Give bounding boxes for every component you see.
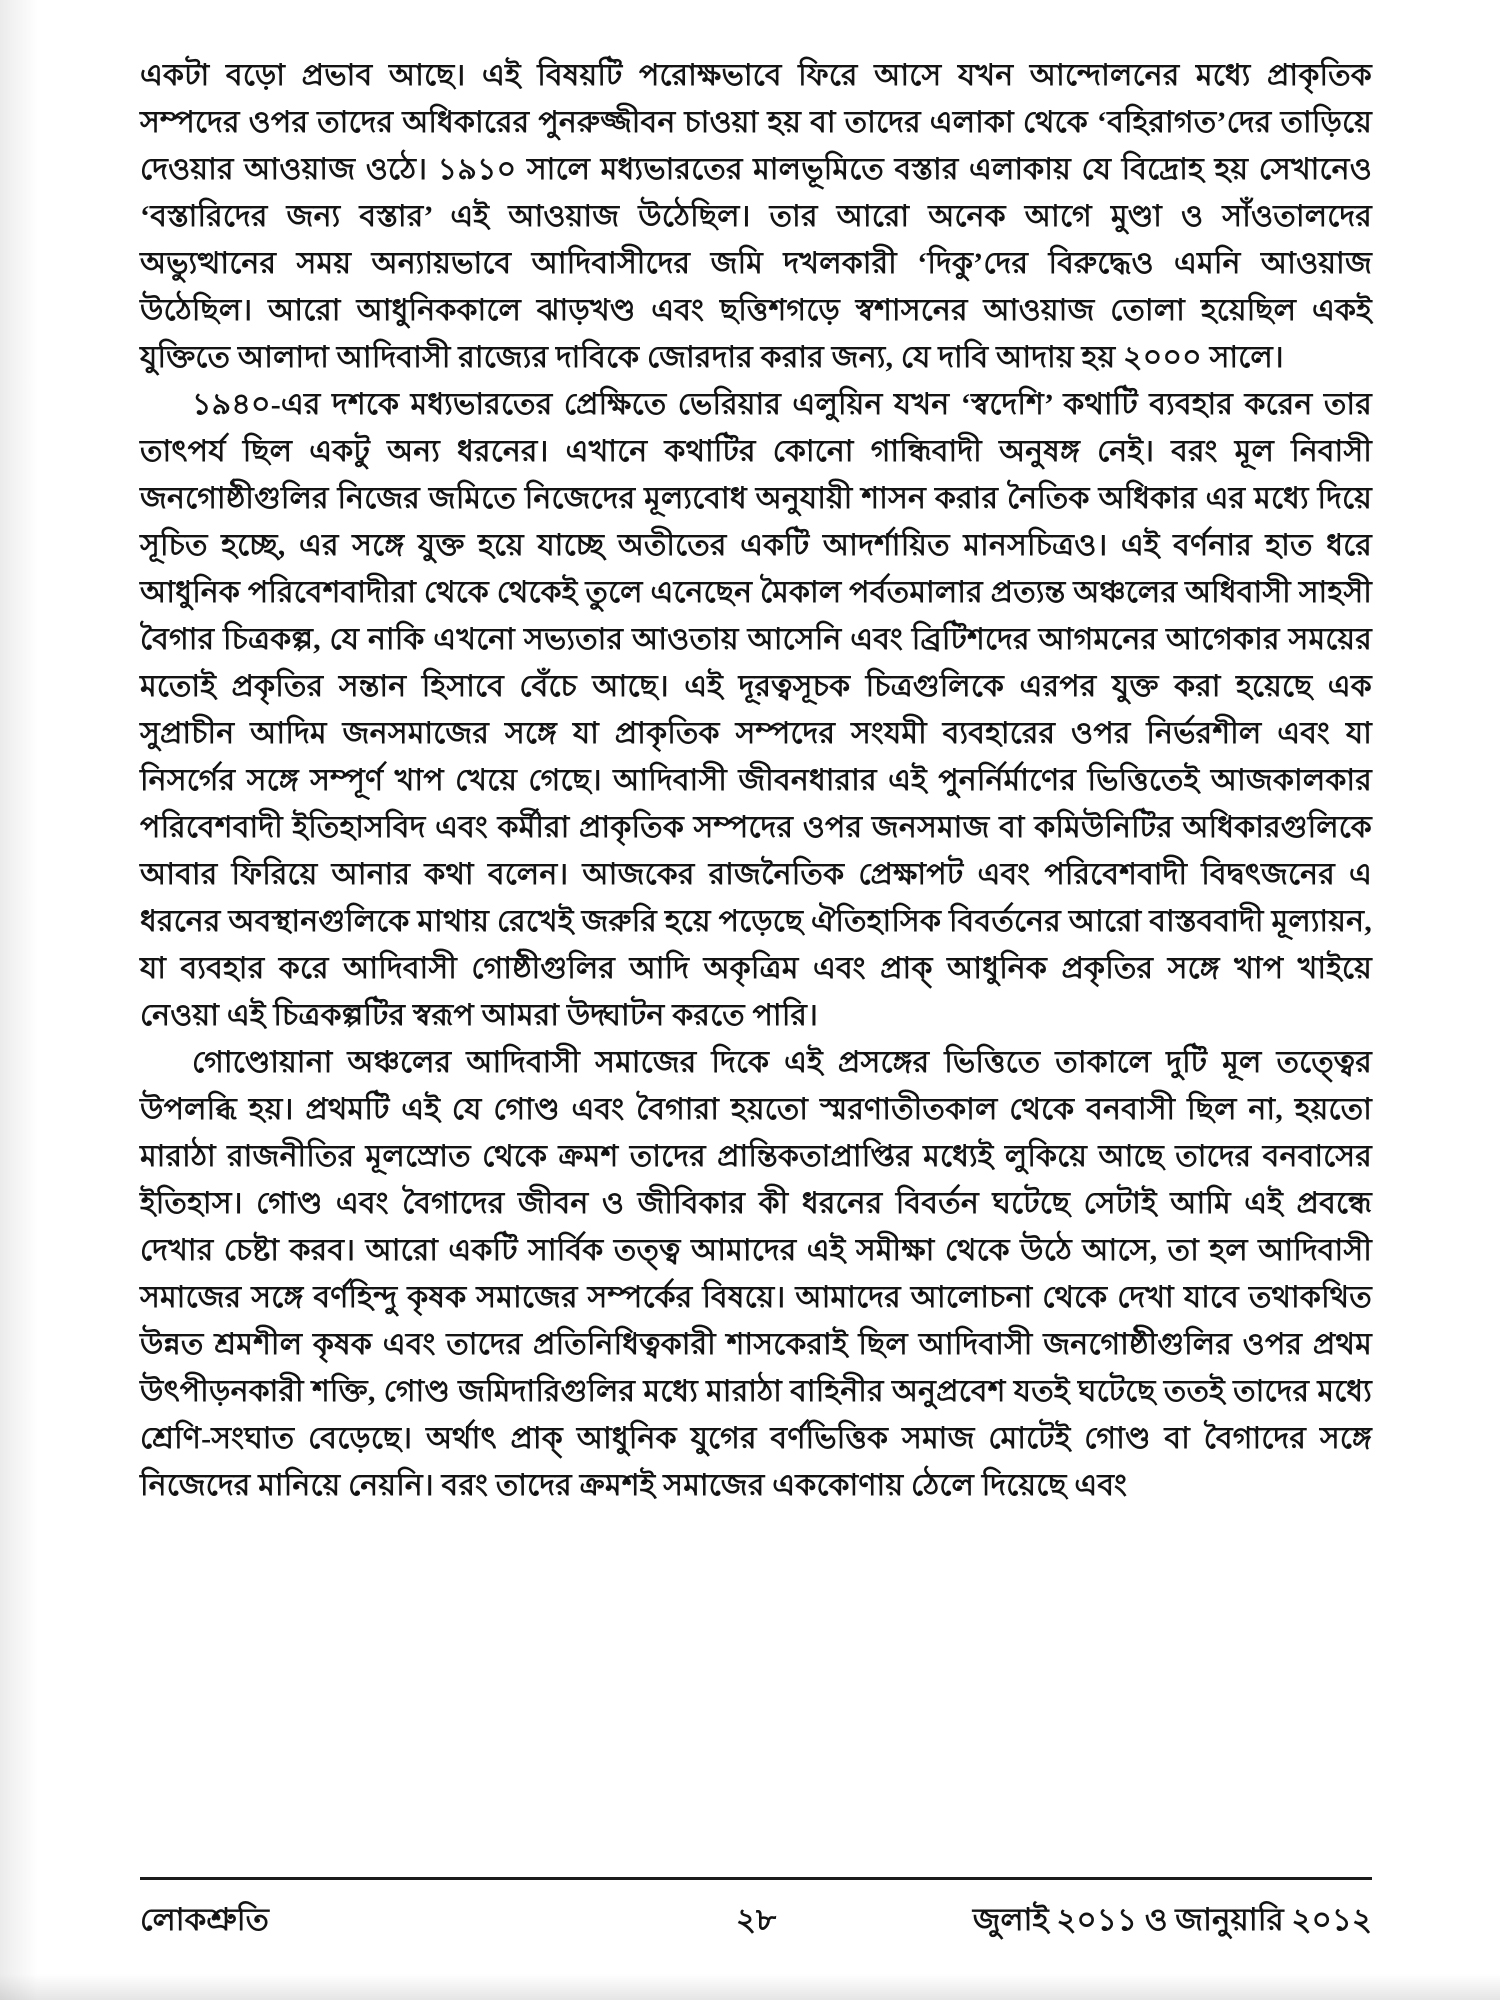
issue-date: জুলাই ২০১১ ও জানুয়ারি ২০১২ <box>972 1902 1372 1937</box>
page-number: ২৮ <box>735 1902 777 1937</box>
page-footer <box>140 1877 1372 1948</box>
paragraph-3: গোণ্ডোয়ানা অঞ্চলের আদিবাসী সমাজের দিকে এই প্রসঙ্গের ভিত্তিতে তাকালে দুটি মূল তত্ত্বের উপলব্ধি হয়। প্রথমটি এই যে গোণ্ড এবং বৈগারা হয়তো স্মরণাতীতকাল থেকে বনবাসী ছিল না, হয়তো মারাঠা রাজনীতির মূলস্রোত থেকে ক্রমশ তাদের প্রান্তিকতাপ্রাপ্তির মধ্যেই লুকিয়ে আছে তাদের বনবাসের ইতিহাস। গোণ্ড এবং বৈগাদের জীবন ও জীবিকার কী ধরনের বিবর্তন ঘটেছে সেটাই আমি এই প্রবন্ধে দেখার চেষ্টা করব। আরো একটি সার্বিক তত্ত্ব আমাদের এই সমীক্ষা থেকে উঠে আসে, তা হল আদিবাসী সমাজের সঙ্গে বর্ণহিন্দু কৃষক সমাজের সম্পর্কের বিষয়ে। আমাদের আলোচনা থেকে দেখা যাবে তথাকথিত উন্নত শ্রমশীল কৃষক এবং তাদের প্রতিনিধিত্বকারী শাসকেরাই ছিল আদিবাসী জনগোষ্ঠীগুলির ওপর প্রথম উৎপীড়নকারী শক্তি, গোণ্ড জমিদারিগুলির মধ্যে মারাঠা বাহিনীর অনুপ্রবেশ যতই ঘটেছে ততই তাদের মধ্যে শ্রেণি-সংঘাত বেড়েছে। অর্থাৎ প্রাক্‌ আধুনিক যুগের বর্ণভিত্তিক সমাজ মোটেই গোণ্ড বা বৈগাদের সঙ্গে নিজেদের মানিয়ে নেয়নি। বরং তাদের ক্রমশই সমাজের এককোণায় ঠেলে দিয়েছে এবং <box>140 1046 1372 1502</box>
paragraph-1: একটা বড়ো প্রভাব আছে। এই বিষয়টি পরোক্ষভাবে ফিরে আসে যখন আন্দোলনের মধ্যে প্রাকৃতিক সম্পদের ওপর তাদের অধিকারের পুনরুজ্জীবন চাওয়া হয় বা তাদের এলাকা থেকে ‘বহিরাগত’দের তাড়িয়ে দেওয়ার আওয়াজ ওঠে। ১৯১০ সালে মধ্যভারতের মালভূমিতে বস্তার এলাকায় যে বিদ্রোহ হয় সেখানেও ‘বস্তারিদের জন্য বস্তার’ এই আওয়াজ উঠেছিল। তার আরো অনেক আগে মুণ্ডা ও সাঁওতালদের অভ্যুত্থানের সময় অন্যায়ভাবে আদিবাসীদের জমি দখলকারী ‘দিকু’দের বিরুদ্ধেও এমনি আওয়াজ উঠেছিল। আরো আধুনিককালে ঝাড়খণ্ড এবং ছত্তিশগড়ে স্বশাসনের আওয়াজ তোলা হয়েছিল একই যুক্তিতে আলাদা আদিবাসী রাজ্যের দাবিকে জোরদার করার জন্য, যে দাবি আদায় হয় ২০০০ সালে। <box>140 59 1372 374</box>
journal-title: লোকশ্রুতি <box>140 1902 269 1937</box>
paragraph-2: ১৯৪০-এর দশকে মধ্যভারতের প্রেক্ষিতে ভেরিয়ার এলুয়িন যখন ‘স্বদেশি’ কথাটি ব্যবহার করেন তার তাৎপর্য ছিল একটু অন্য ধরনের। এখানে কথাটির কোনো গান্ধিবাদী অনুষঙ্গ নেই। বরং মূল নিবাসী জনগোষ্ঠীগুলির নিজের জমিতে নিজেদের মূল্যবোধ অনুযায়ী শাসন করার নৈতিক অধিকার এর মধ্যে দিয়ে সূচিত হচ্ছে, এর সঙ্গে যুক্ত হয়ে যাচ্ছে অতীতের একটি আদর্শায়িত মানসচিত্রও। এই বর্ণনার হাত ধরে আধুনিক পরিবেশবাদীরা থেকে থেকেই তুলে এনেছেন মৈকাল পর্বতমালার প্রত্যন্ত অঞ্চলের অধিবাসী সাহসী বৈগার চিত্রকল্প, যে নাকি এখনো সভ্যতার আওতায় আসেনি এবং ব্রিটিশদের আগমনের আগেকার সময়ের মতোই প্রকৃতির সন্তান হিসাবে বেঁচে আছে। এই দূরত্বসূচক চিত্রগুলিকে এরপর যুক্ত করা হয়েছে এক সুপ্রাচীন আদিম জনসমাজের সঙ্গে যা প্রাকৃতিক সম্পদের সংযমী ব্যবহারের ওপর নির্ভরশীল এবং যা নিসর্গের সঙ্গে সম্পূর্ণ খাপ খেয়ে গেছে। আদিবাসী জীবনধারার এই পুনর্নির্মাণের ভিত্তিতেই আজকালকার পরিবেশবাদী ইতিহাসবিদ এবং কর্মীরা প্রাকৃতিক সম্পদের ওপর জনসমাজ বা কমিউনিটির অধিকারগুলিকে আবার ফিরিয়ে আনার কথা বলেন। আজকের রাজনৈতিক প্রেক্ষাপট এবং পরিবেশবাদী বিদ্বৎজনের এ ধরনের অবস্থানগুলিকে মাথায় রেখেই জরুরি হয়ে পড়েছে ঐতিহাসিক বিবর্তনের আরো বাস্তববাদী মূল্যায়ন, যা ব্যবহার করে আদিবাসী গোষ্ঠীগুলির আদি অকৃত্রিম এবং প্রাক্‌ আধুনিক প্রকৃতির সঙ্গে খাপ খাইয়ে নেওয়া এই চিত্রকল্পটির স্বরূপ আমরা উদ্ঘাটন করতে পারি। <box>140 388 1372 1032</box>
body-text <box>140 52 1372 1509</box>
